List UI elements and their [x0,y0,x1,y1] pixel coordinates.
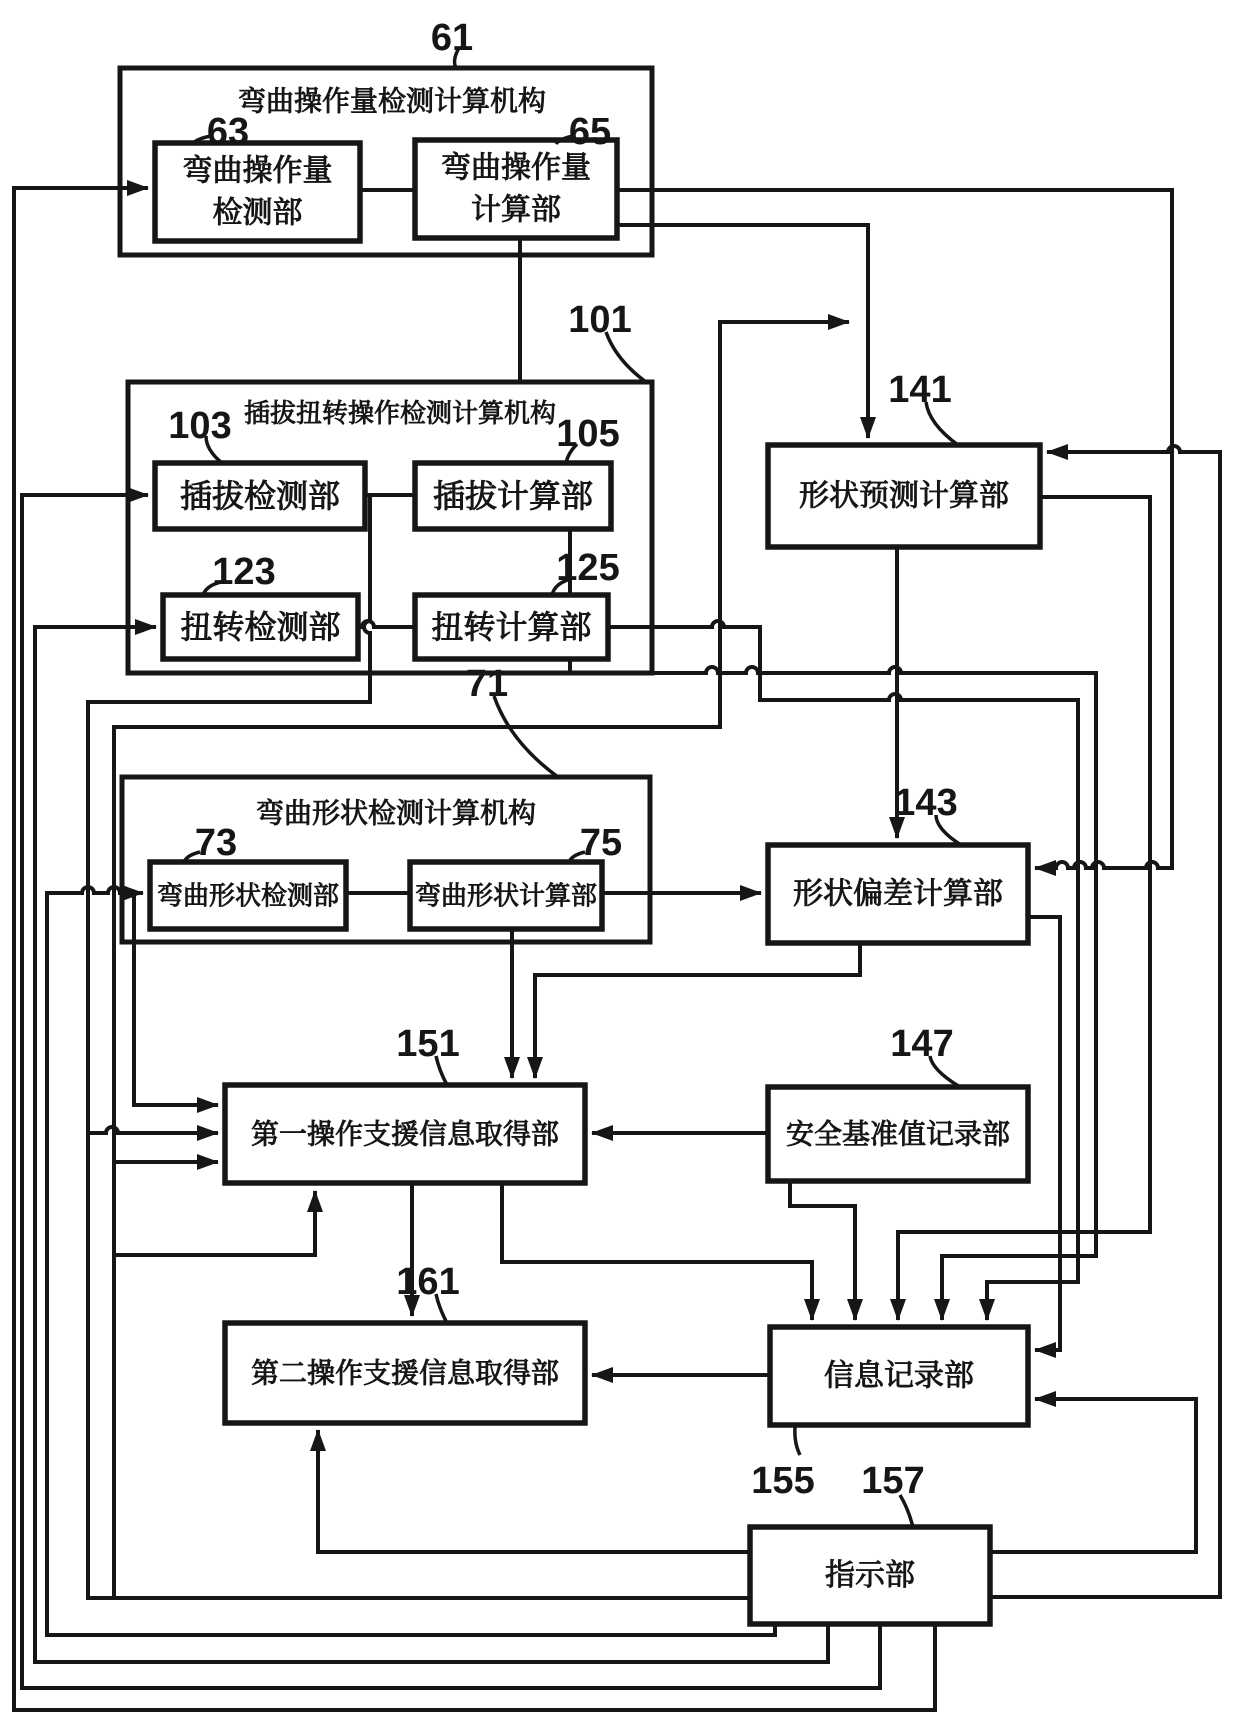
ref-number-151: 151 [396,1023,460,1065]
ref-leader-71 [494,696,558,777]
box-label-63-line0: 弯曲操作量 [182,154,333,188]
box-label-63-line1: 检测部 [212,196,303,230]
wire-157-to-161-bottom [318,1430,750,1552]
wire-151-to-155-top1 [502,1183,812,1320]
ref-number-147: 147 [890,1023,954,1065]
box-label-103-line0: 插拔检测部 [179,478,341,514]
box-label-65-line1: 计算部 [471,193,561,227]
ref-number-65: 65 [568,111,612,153]
box-label-123-line0: 扭转检测部 [180,609,341,645]
ref-number-141: 141 [888,369,952,411]
ref-number-71: 71 [465,663,509,705]
container-title-71: 弯曲形状检测计算机构 [255,797,537,829]
box-label-143-line0: 形状偏差计算部 [793,877,1003,911]
ref-number-61: 61 [430,17,474,59]
ref-number-101: 101 [568,299,632,341]
wire-left-into-151-in2 [88,1127,218,1133]
box-label-151-line0: 第一操作支援信息取得部 [250,1118,560,1150]
wire-65-to-141-top [617,225,868,438]
box-label-155-line0: 信息记录部 [824,1359,974,1393]
container-title-101: 插拔扭转操作检测计算机构 [243,398,557,428]
container-title-61: 弯曲操作量检测计算机构 [237,85,547,117]
ref-number-157: 157 [861,1460,925,1502]
box-label-105-line0: 插拔计算部 [432,478,594,514]
box-label-65-line0: 弯曲操作量 [441,151,591,185]
box-label-147-line0: 安全基准值记录部 [785,1118,1011,1150]
box-label-141-line0: 形状预测计算部 [799,479,1009,513]
ref-number-125: 125 [556,547,620,589]
ref-number-75: 75 [579,822,623,864]
box-label-75-line0: 弯曲形状计算部 [414,880,598,911]
ref-leader-155 [795,1427,800,1455]
wire-147-to-155-top2 [790,1181,855,1320]
ref-number-155: 155 [751,1460,815,1502]
wire-up-into-151-bottom [114,1191,315,1255]
ref-number-161: 161 [396,1261,460,1303]
box-label-161-line0: 第二操作支援信息取得部 [250,1357,560,1389]
wire-143-to-155-right1 [1028,917,1060,1350]
wire-143-to-151-top2 [535,943,860,1078]
ref-number-123: 123 [212,551,276,593]
ref-number-105: 105 [556,413,620,455]
box-label-157-line0: 指示部 [825,1559,915,1592]
ref-number-73: 73 [194,822,238,864]
box-label-73-line0: 弯曲形状检测部 [156,880,340,911]
ref-number-63: 63 [206,111,250,153]
ref-number-143: 143 [894,782,958,824]
ref-number-103: 103 [168,405,232,447]
box-label-125-line0: 扭转计算部 [431,609,592,645]
